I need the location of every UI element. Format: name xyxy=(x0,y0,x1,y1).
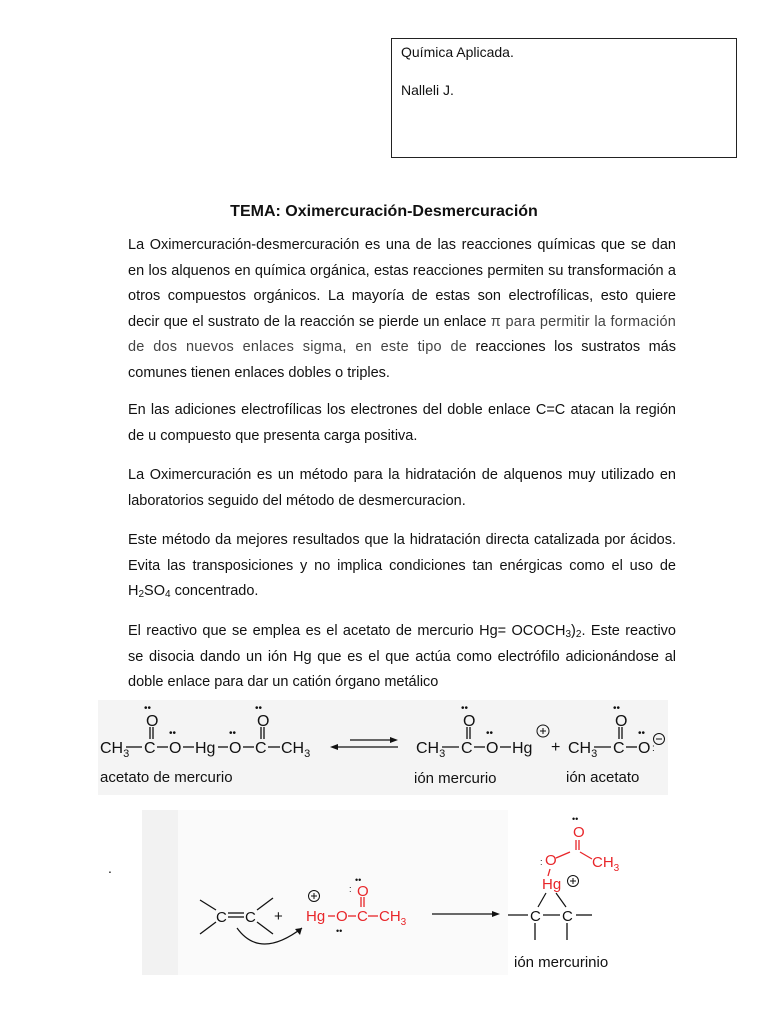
lone-pair: •• xyxy=(461,703,469,714)
oxygen-product: O xyxy=(545,852,557,869)
oxygen-1: O xyxy=(169,740,182,757)
product-carbon-2: C xyxy=(562,908,573,925)
alkene-carbon-1: C xyxy=(216,909,227,926)
formula-part: ) xyxy=(571,623,576,639)
ch3-right: $CH_3$ xyxy=(281,740,311,760)
plus-sign: + xyxy=(274,908,283,925)
paragraph-1-text: La Oximercuración-desmercuración es una de las reacciones químicas que se dan en los alquenos en química orgánica, estas reacciones permiten su transformación a otros compuestos orgánicos. La mayoría de estas son electrofílicas, esto quiere decir que el sustrato de la reacción se pierde un enlace xyxy=(128,237,676,330)
paragraph-3: La Oximercuración es un método para la hidratación de alquenos muy utilizado en laboratorios seguido del método de desmercuracion. xyxy=(128,467,676,509)
label-reactant: acetato de mercurio xyxy=(100,769,233,786)
lone-pair: •• xyxy=(336,926,343,936)
paragraph-5 xyxy=(110,619,676,696)
figure-area xyxy=(178,810,508,975)
label-ion-acetato: ión acetato xyxy=(566,769,640,786)
ch3-product: $CH_3$ xyxy=(592,854,620,874)
mercurinium-formation-diagram xyxy=(142,810,626,975)
lone-pair: •• xyxy=(572,814,579,824)
paragraph-4-text: Este método da mejores resultados que la hidratación directa catalizada por ácidos. Evita las transposiciones y no implica condiciones tan enérgicas como el uso de H xyxy=(128,532,676,600)
subscript: 3 xyxy=(565,629,572,640)
course-name: Química Aplicada. xyxy=(401,44,514,60)
mercury-product: Hg xyxy=(542,876,562,893)
lone-pair: : xyxy=(652,743,655,754)
paragraph-1 xyxy=(110,233,676,387)
paragraph-5-end: . Este reactivo se disocia dando un ión Hg que es el que actúa como electrófilo adicionándose al doble enlace para dar un catión órgano metálico xyxy=(128,623,676,691)
subscript: 4 xyxy=(165,589,171,601)
paragraph-1-pi-line: π para permitir la formación de dos nuevos enlaces sigma, en este tipo de xyxy=(128,313,676,356)
ch3-red: $CH_3$ xyxy=(379,908,407,928)
lone-pair: •• xyxy=(638,728,646,739)
mercury-red: Hg xyxy=(306,908,326,925)
paragraph-5-text: El reactivo que se emplea es el acetato de mercurio Hg= OCOCH xyxy=(128,623,566,639)
paragraph-1-end: reacciones los sustratos más comunes tienen enlaces dobles o triples. xyxy=(128,339,676,381)
carbonyl-oxygen-2: O xyxy=(257,713,270,730)
carbonyl-oxygen-product: O xyxy=(573,824,585,841)
carbonyl-oxygen-red: O xyxy=(357,883,369,900)
oxygen-2: O xyxy=(229,740,242,757)
lone-pair: •• xyxy=(229,728,237,739)
carbonyl-oxygen-acetate: O xyxy=(615,713,628,730)
carbonyl-oxygen-product: O xyxy=(463,713,476,730)
lone-pair: : xyxy=(540,857,543,867)
carbonyl-oxygen-1: O xyxy=(146,713,159,730)
paragraph-4 xyxy=(110,528,676,605)
product-carbon-1: C xyxy=(530,908,541,925)
ch3-acetate: $CH_3$ xyxy=(568,740,598,760)
paragraph-2: En las adiciones electrofílicas los electrones del doble enlace C=C atacan la región de u compuesto que presenta carga positiva. xyxy=(128,402,676,444)
label-ion-mercurinio: ión mercurinio xyxy=(514,954,609,971)
lone-pair: : xyxy=(349,884,352,894)
paragraph-4-end: concentrado. xyxy=(170,583,259,600)
plus-sign: + xyxy=(551,739,561,756)
label-ion-mercurio: ión mercurio xyxy=(414,770,497,787)
lone-pair: •• xyxy=(486,728,494,739)
formula-part: SO xyxy=(144,583,165,600)
lone-pair: •• xyxy=(255,703,263,714)
figure-margin xyxy=(142,810,178,975)
header-box xyxy=(391,38,737,158)
oxygen-product: O xyxy=(486,740,499,757)
ch3-product: $CH_3$ xyxy=(416,740,446,760)
mercury-acetate-dissociation-diagram xyxy=(98,700,668,795)
dot-marker: . xyxy=(108,860,112,876)
subscript: 2 xyxy=(575,629,582,640)
carbon-acetate: C xyxy=(613,740,625,757)
mercury-product: Hg xyxy=(512,740,533,757)
carbon-red: C xyxy=(357,908,368,925)
subscript: 2 xyxy=(138,589,145,601)
alkene-carbon-2: C xyxy=(245,909,256,926)
mercury: Hg xyxy=(195,740,216,757)
lone-pair: •• xyxy=(355,875,362,885)
oxygen-acetate: O xyxy=(638,740,651,757)
author-name: Nalleli J. xyxy=(401,82,454,98)
carbon-product: C xyxy=(461,740,473,757)
carbon-1: C xyxy=(144,740,156,757)
carbon-2: C xyxy=(255,740,267,757)
ch3-left: $CH_3$ xyxy=(100,740,130,760)
oxygen-red: O xyxy=(336,908,348,925)
lone-pair: •• xyxy=(613,703,621,714)
page-title: TEMA: Oximercuración-Desmercuración xyxy=(230,203,538,220)
lone-pair: •• xyxy=(144,703,152,714)
lone-pair: •• xyxy=(169,728,177,739)
